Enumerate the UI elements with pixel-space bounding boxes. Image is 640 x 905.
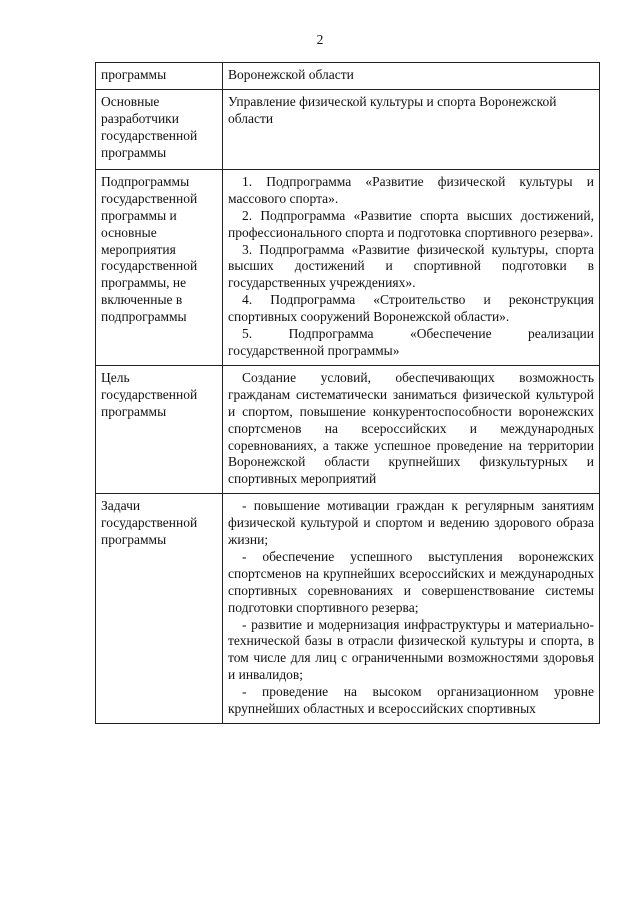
value-paragraph: - обеспечение успешного выступления воронежских спортсменов на крупнейших всероссийских и международных спортивных соревнованиях и совершенствование системы подготовки спортивного резерва; <box>228 548 594 615</box>
value-paragraph: 5. Подпрограмма «Обеспечение реализации государственной программы» <box>228 326 594 358</box>
row-value <box>223 169 600 365</box>
value-paragraph: - развитие и модернизация инфраструктуры и материально-технической базы в отрасли физической культуры и спорта, в том числе для лиц с ограниченными возможностями здоровья и инвалидов; <box>228 616 594 683</box>
row-value <box>223 494 600 724</box>
program-passport-table <box>95 62 600 724</box>
row-label: программы <box>96 63 223 90</box>
row-value <box>223 89 600 169</box>
table-row-program-name <box>96 63 600 90</box>
row-value <box>223 365 600 493</box>
row-label: Задачи государственной программы <box>96 494 223 724</box>
table-row-subprograms <box>96 169 600 365</box>
value-paragraph: Создание условий, обеспечивающих возможность гражданам систематически заниматься физической культурой и спортом, повышение конкурентоспособности воронежских спортсменов на всероссийских и международных соревнованиях, а также успешное проведение на территории Воронежской области крупнейших физкультурных и спортивных мероприятий <box>228 369 594 487</box>
value-paragraph: - проведение на высоком организационном уровне крупнейших областных и всероссийских спортивных <box>228 684 594 717</box>
table-row-developers <box>96 89 600 169</box>
value-paragraph: 2. Подпрограмма «Развитие спорта высших достижений, профессионального спорта и подготовка спортивного резерва». <box>228 207 594 240</box>
table-row-goal <box>96 365 600 493</box>
row-label: Основные разработчики государственной программы <box>96 89 223 169</box>
row-value <box>223 63 600 90</box>
value-paragraph: 1. Подпрограмма «Развитие физической культуры и массового спорта». <box>228 173 594 206</box>
value-paragraph: 3. Подпрограмма «Развитие физической культуры, спорта высших достижений и спортивной подготовки в государственных учреждениях». <box>228 241 594 291</box>
table-row-tasks <box>96 494 600 724</box>
value-paragraph: - повышение мотивации граждан к регулярным занятиям физической культурой и спортом и ведению здорового образа жизни; <box>228 498 594 548</box>
value-paragraph: 4. Подпрограмма «Строительство и реконструкция спортивных сооружений Воронежской области». <box>228 292 594 325</box>
row-label: Подпрограммы государственной программы и основные мероприятия государственной программы, не включенные в подпрограммы <box>96 169 223 365</box>
value-paragraph: Управление физической культуры и спорта Воронежской области <box>228 93 557 126</box>
value-paragraph: Воронежской области <box>228 67 354 82</box>
row-label: Цель государственной программы <box>96 365 223 493</box>
page-number: 2 <box>316 32 324 47</box>
